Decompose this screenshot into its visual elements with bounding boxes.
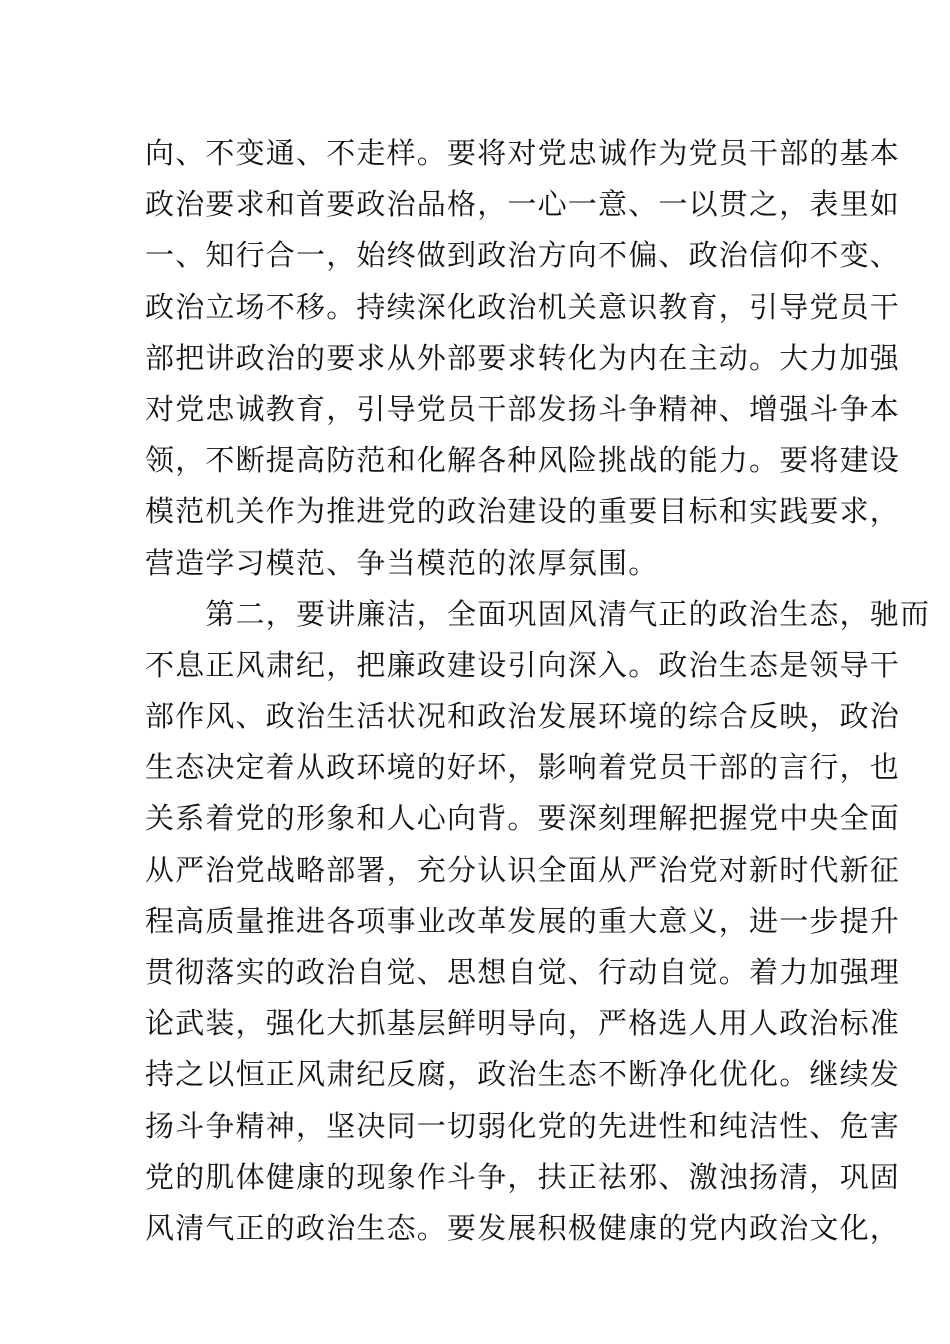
text-line: 论武装，强化大抓基层鲜明导向，严格选人用人政治标准 — [145, 1006, 901, 1041]
text-line: 关系着党的形象和人心向背。要深刻理解把握党中央全面 — [145, 801, 901, 836]
text-line: 党的肌体健康的现象作斗争，扶正祛邪、激浊扬清，巩固 — [145, 1159, 901, 1194]
text-line: 不息正风肃纪，把廉政建设引向深入。政治生态是领导干 — [145, 647, 901, 682]
text-line: 风清气正的政治生态。要发展积极健康的党内政治文化， — [145, 1210, 901, 1245]
body-text — [145, 128, 931, 1254]
text-line: 从严治党战略部署，充分认识全面从严治党对新时代新征 — [145, 852, 901, 887]
text-line: 部把讲政治的要求从外部要求转化为内在主动。大力加强 — [145, 340, 901, 375]
paragraph-start-line: 第二，要讲廉洁，全面巩固风清气正的政治生态，驰而 — [145, 596, 931, 631]
text-line: 政治立场不移。持续深化政治机关意识教育，引导党员干 — [145, 289, 901, 324]
text-line: 对党忠诚教育，引导党员干部发扬斗争精神、增强斗争本 — [145, 391, 901, 426]
text-line: 政治要求和首要政治品格，一心一意、一以贯之，表里如 — [145, 187, 901, 222]
text-line: 营造学习模范、争当模范的浓厚氛围。 — [145, 545, 659, 580]
text-line: 部作风、政治生活状况和政治发展环境的综合反映，政治 — [145, 699, 901, 734]
text-line: 向、不变通、不走样。要将对党忠诚作为党员干部的基本 — [145, 136, 901, 170]
text-line: 模范机关作为推进党的政治建设的重要目标和实践要求， — [145, 494, 901, 529]
text-line: 一、知行合一，始终做到政治方向不偏、政治信仰不变、 — [145, 238, 901, 273]
text-line: 贯彻落实的政治自觉、思想自觉、行动自觉。着力加强理 — [145, 955, 901, 989]
text-line: 持之以恒正风肃纪反腐，政治生态不断净化优化。继续发 — [145, 1057, 901, 1092]
text-line: 扬斗争精神，坚决同一切弱化党的先进性和纯洁性、危害 — [145, 1108, 901, 1143]
text-line: 生态决定着从政环境的好坏，影响着党员干部的言行，也 — [145, 750, 901, 785]
text-line: 程高质量推进各项事业改革发展的重大意义，进一步提升 — [145, 903, 901, 938]
text-line: 领，不断提高防范和化解各种风险挑战的能力。要将建设 — [145, 443, 901, 478]
